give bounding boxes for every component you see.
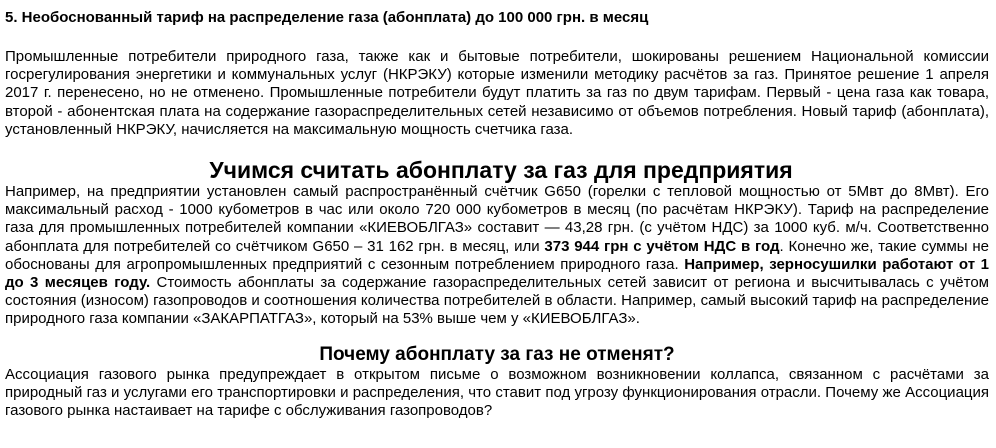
calc-heading: Учимся считать абонплату за газ для предприятия: [209, 157, 793, 184]
calc-bold-dryers: Например, зерносушилки работают от 1 до 3 месяцев году.: [5, 255, 989, 292]
section-title: 5. Необоснованный тариф на распределение газа (абонплата) до 100 000 грн. в месяц: [5, 9, 649, 26]
calc-paragraph: [5, 183, 989, 329]
calc-text-2: . Конечно же, такие суммы не обоснованы для агропромышленных предприятий с сезонным потреблением природного газа.: [5, 237, 990, 273]
intro-paragraph: Промышленные потребители природного газа, также как и бытовые потребители, шокированы решением Национальной комиссии госрегулирования энергетики и коммунальных услуг (НКРЭКУ) которые изменили методику расчётов за газ. Принятое решение 1 апреля 2017 г. перенесено, но не отменено. Промышленные потребители будут платить за газ по двум тарифам. Первый - цена газа как товара, второй - абонентская плата на содержание газораспределительных сетей независимо от объемов потребления. Новый тариф (абонплата), установленный НКРЭКУ, начисляется на максимальную мощность счетчика газа.: [5, 48, 989, 138]
calc-text-1: Например, на предприятии установлен самый распространённый счётчик G650 (горелки с тепловой мощностью от 5Мвт до 8Мвт). Его максимальный расход - 1000 кубометров в час или около 720 000 кубометров в месяц (по расчётам НКРЭКУ). Тариф на распределение газа для промышленных потребителей компании «КИЕВОБЛГАЗ» составит — 43,28 грн. (с учётом НДС) за 1000 куб. м/ч. Соответственно абонплата для потребителей со счётчиком G650 – 31 162 грн. в месяц, или: [5, 183, 989, 255]
calc-text-3: Стоимость абонплаты за содержание газораспределительных сетей зависит от региона и высчитывалась с учётом состояния (износом) газопроводов и соотношения количества потребителей в области. Например, самый высокий тариф на распределение природного газа компании «ЗАКАРПАТГАЗ», который на 53% выше чем у «КИЕВОБЛГАЗ».: [5, 274, 989, 328]
why-heading: Почему абонплату за газ не отменят?: [319, 343, 675, 365]
article: [5, 0, 989, 420]
why-paragraph: Ассоциация газового рынка предупреждает в открытом письме о возможном возникновении коллапса, связанном с расчётами за природный газ и услугами его транспортировки и распределения, что ставит под угрозу функционирования отрасли. Почему же Ассоциация газового рынка настаивает на тарифе с обслуживания газопроводов?: [5, 365, 989, 420]
calc-bold-yearly: 373 944 грн с учётом НДС в год: [544, 237, 780, 255]
